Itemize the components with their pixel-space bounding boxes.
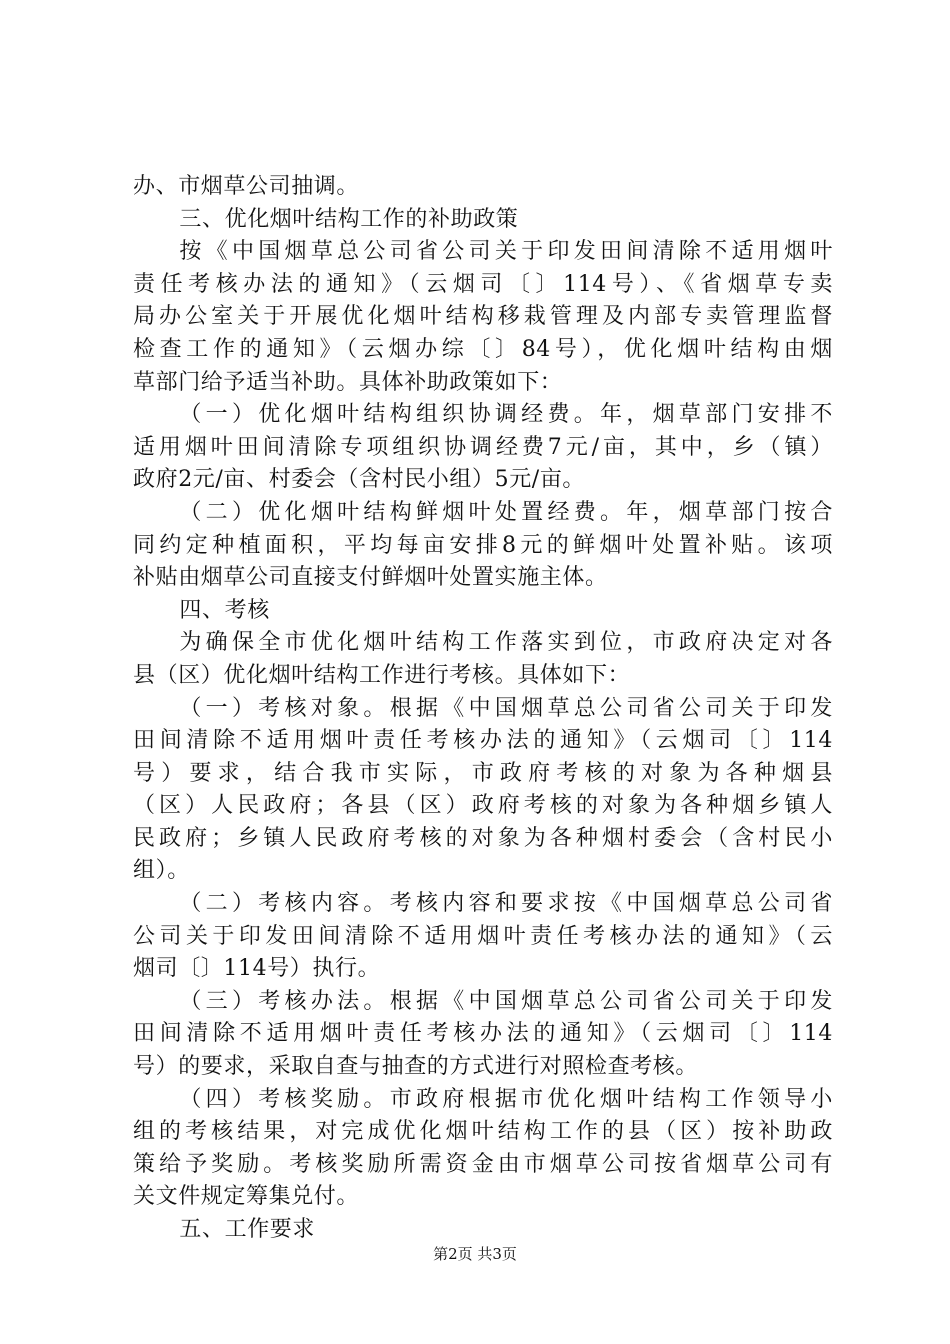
- text-line: 办、市烟草公司抽调。: [133, 174, 360, 199]
- text-line: 烟司〔〕114号）执行。: [133, 956, 381, 982]
- page-footer: 第2页 共3页: [433, 1245, 517, 1263]
- text-line: 四、考核: [179, 597, 270, 623]
- text-line: 同约定种植面积，平均每亩安排8元的鲜烟叶处置补贴。该项: [133, 532, 833, 558]
- text-line: （一）考核对象。根据《中国烟草总公司省公司关于印发: [179, 695, 833, 721]
- document-body: [133, 171, 833, 1247]
- text-line: （二）优化烟叶结构鲜烟叶处置经费。年，烟草部门按合: [179, 499, 833, 525]
- text-line: （一）优化烟叶结构组织协调经费。年，烟草部门安排不: [179, 402, 833, 428]
- text-line: 补贴由烟草公司直接支付鲜烟叶处置实施主体。: [133, 565, 608, 591]
- text-line: 按《中国烟草总公司省公司关于印发田间清除不适用烟叶: [179, 239, 833, 265]
- text-line: 局办公室关于开展优化烟叶结构移栽管理及内部专卖管理监督: [133, 304, 833, 330]
- text-line: 号）的要求，采取自查与抽查的方式进行对照检查考核。: [133, 1054, 699, 1080]
- text-line: 三、优化烟叶结构工作的补助政策: [179, 206, 519, 232]
- text-line: 民政府；乡镇人民政府考核的对象为各种烟村委会（含村民小: [133, 825, 833, 851]
- text-line: 田间清除不适用烟叶责任考核办法的通知》（云烟司〔〕114: [133, 728, 833, 754]
- text-line: 关文件规定筹集兑付。: [133, 1184, 360, 1210]
- text-line: （二）考核内容。考核内容和要求按《中国烟草总公司省: [179, 891, 833, 917]
- text-line: 组）。: [133, 858, 190, 884]
- text-line: 检查工作的通知》（云烟办综〔〕84号），优化烟叶结构由烟: [133, 336, 833, 362]
- text-line: 号）要求，结合我市实际，市政府考核的对象为各种烟县: [133, 760, 833, 786]
- text-line: （三）考核办法。根据《中国烟草总公司省公司关于印发: [179, 988, 833, 1014]
- text-line: （区）人民政府；各县（区）政府考核的对象为各种烟乡镇人: [133, 793, 833, 819]
- text-line: 田间清除不适用烟叶责任考核办法的通知》（云烟司〔〕114: [133, 1021, 833, 1047]
- text-line: 策给予奖励。考核奖励所需资金由市烟草公司按省烟草公司有: [133, 1151, 833, 1177]
- text-line: 责任考核办法的通知》（云烟司〔〕114号）、《省烟草专卖: [133, 271, 833, 297]
- text-line: （四）考核奖励。市政府根据市优化烟叶结构工作领导小: [179, 1086, 833, 1112]
- text-line: 政府2元/亩、村委会（含村民小组）5元/亩。: [133, 467, 586, 493]
- text-line: 适用烟叶田间清除专项组织协调经费7元/亩，其中，乡（镇）: [133, 434, 833, 460]
- text-line: 五、工作要求: [179, 1217, 315, 1242]
- text-line: 为确保全市优化烟叶结构工作落实到位，市政府决定对各: [179, 630, 833, 656]
- text-line: 组的考核结果，对完成优化烟叶结构工作的县（区）按补助政: [133, 1119, 833, 1145]
- text-line: 草部门给予适当补助。具体补助政策如下：: [133, 369, 563, 395]
- text-line: 公司关于印发田间清除不适用烟叶责任考核办法的通知》（云: [133, 923, 833, 949]
- text-line: 县（区）优化烟叶结构工作进行考核。具体如下：: [133, 662, 631, 688]
